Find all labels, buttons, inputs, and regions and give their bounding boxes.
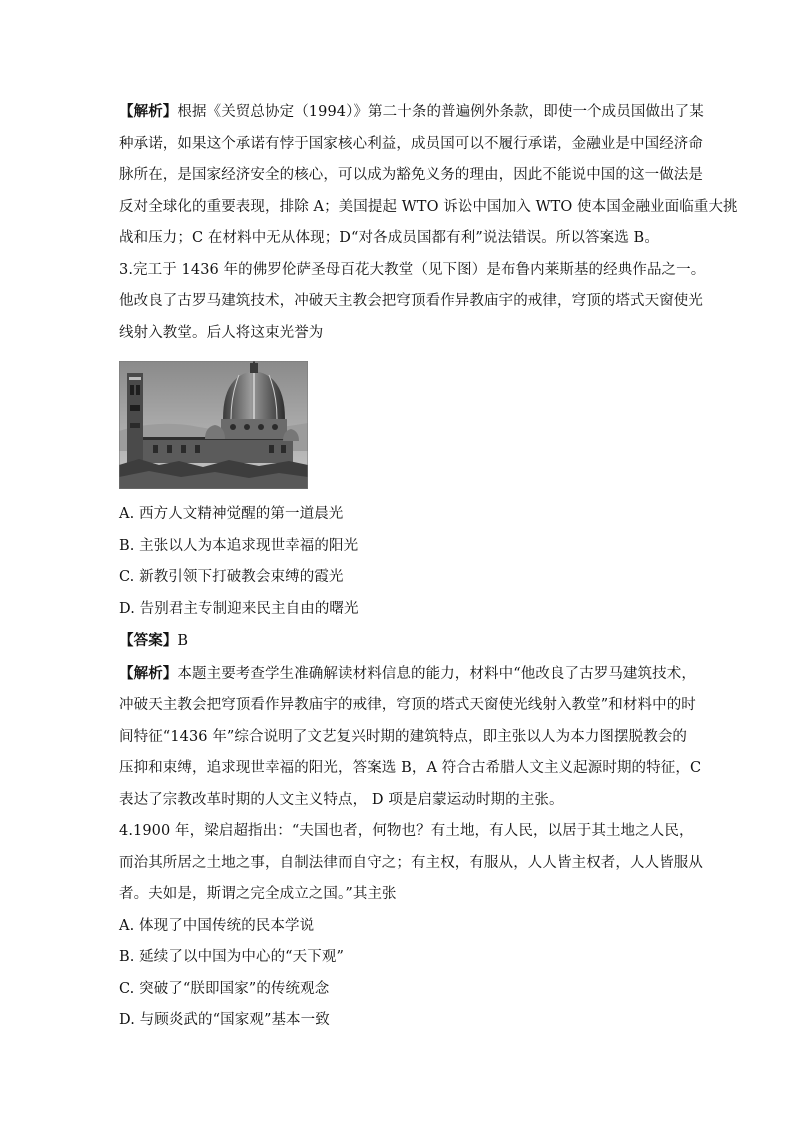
question-3-answer — [119, 625, 679, 658]
answer-label: 【答案】 — [119, 632, 178, 649]
question-3-analysis-line-1 — [119, 658, 696, 691]
question-4-option-a: A. 体现了中国传统的民本学说 — [119, 917, 315, 934]
question-3-option-c: C. 新教引领下打破教会束缚的霞光 — [119, 569, 344, 585]
question-4-option-d: D. 与顾炎武的“国家观”基本一致 — [119, 1012, 330, 1028]
question-4-option-c: C. 突破了“朕即国家”的传统观念 — [119, 980, 330, 997]
analysis-label: 【解析】 — [119, 664, 178, 682]
analysis-label: 【解析】 — [119, 103, 178, 120]
analysis-1-line-2: 种承诺，如果这个承诺有悖于国家核心利益，成员国可以不履行承诺，金融业是中国经济命 — [119, 135, 703, 152]
answer-value: B — [177, 633, 189, 649]
question-4-stem-line-1: 4.1900 年，梁启超指出：“夫国也者，何物也？有土地，有人民，以居于其土地之人民， — [119, 823, 694, 839]
question-3-option-b: B. 主张以人为本追求现世幸福的阳光 — [119, 537, 359, 554]
analysis-1-line-1 — [119, 96, 704, 129]
analysis-1-line-5: 战和压力；C 在材料中无从体现；D“对各成员国都有利”说法错误。所以答案选 B。 — [119, 230, 659, 246]
document-page — [119, 96, 738, 1037]
cathedral-photo — [119, 361, 308, 489]
question-3-stem-line-2: 他改良了古罗马建筑技术，冲破天主教会把穹顶看作异教庙宇的戒律，穹顶的塔式天窗使光 — [119, 293, 703, 309]
question-3-option-a: A. 西方人文精神觉醒的第一道晨光 — [119, 506, 344, 522]
question-3-stem-line-1: 3.完工于 1436 年的佛罗伦萨圣母百花大教堂（见下图）是布鲁内莱斯基的经典作品之一。 — [119, 261, 706, 278]
question-3-stem-line-3: 线射入教堂。后人将这束光誉为 — [119, 324, 324, 341]
analysis-text: 本题主要考查学生准确解读材料信息的能力，材料中“他改良了古罗马建筑技术， — [177, 665, 696, 682]
question-3-analysis-line-2: 冲破天主教会把穹顶看作异教庙宇的戒律，穹顶的塔式天窗使光线射入教堂”和材料中的时 — [119, 697, 696, 713]
question-4-stem-line-3: 者。夫如是，斯谓之完全成立之国。”其主张 — [119, 886, 397, 902]
analysis-text: 根据《关贸总协定（1994）》第二十条的普遍例外条款，即使一个成员国做出了某 — [177, 104, 704, 120]
analysis-1-line-3: 脉所在，是国家经济安全的核心，可以成为豁免义务的理由，因此不能说中国的这一做法是 — [119, 167, 703, 183]
question-3-analysis-line-4: 压抑和束缚，追求现世幸福的阳光，答案选 B，A 符合古希腊人文主义起源时期的特征，C — [119, 760, 702, 776]
question-4-option-b: B. 延续了以中国为中心的“天下观” — [119, 949, 344, 965]
question-3-analysis-line-3: 间特征“1436 年”综合说明了文艺复兴时期的建筑特点，即主张以人为本力图摆脱教会的 — [119, 728, 688, 745]
question-3-option-d: D. 告别君主专制迎来民主自由的曙光 — [119, 600, 359, 617]
question-3-analysis-line-5: 表达了宗教改革时期的人文主义特点， D 项是启蒙运动时期的主张。 — [119, 791, 564, 808]
analysis-1-line-4: 反对全球化的重要表现，排除 A；美国提起 WTO 诉讼中国加入 WTO 使本国金融业面临重大挑 — [119, 198, 738, 215]
question-4-stem-line-2: 而治其所居之土地之事，自制法律而自守之；有主权，有服从，人人皆主权者，人人皆服从 — [119, 854, 703, 871]
